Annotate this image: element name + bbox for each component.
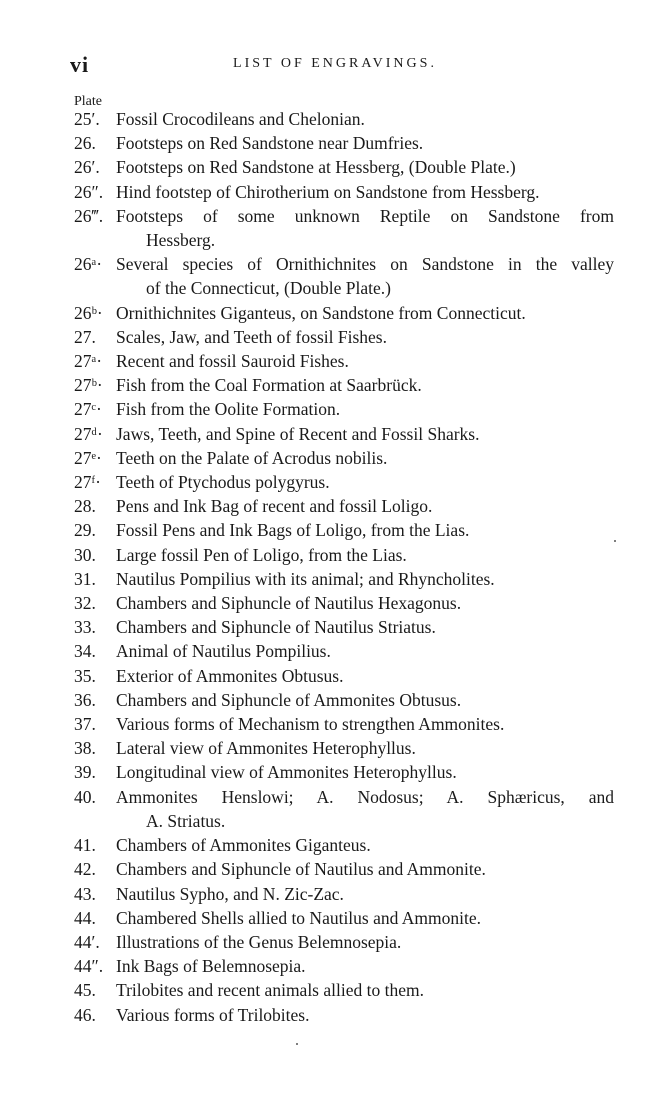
plate-number: 31. [74, 568, 96, 589]
plate-entry [74, 373, 614, 397]
plate-title: Ammonites Henslowi; A. Nodosus; A. Sphæricus, and [116, 786, 614, 807]
plate-entry [74, 131, 614, 155]
plate-entry [74, 978, 614, 1002]
plate-title: Footsteps of some unknown Reptile on Sandstone from [116, 205, 614, 226]
plate-number: 44. [74, 907, 96, 928]
plate-title-continuation: A. Striatus. [146, 810, 226, 831]
running-head: LIST OF ENGRAVINGS. [233, 56, 437, 71]
plate-number: 34. [74, 641, 96, 662]
plate-number: 27. [74, 326, 96, 347]
plate-entry [74, 325, 614, 349]
plate-entry [74, 639, 614, 663]
plate-number: 30. [74, 544, 96, 565]
plate-entry [74, 833, 614, 857]
plate-number: 29. [74, 520, 96, 541]
plate-title-continuation: Hessberg. [146, 230, 216, 251]
plate-entry [74, 107, 614, 131]
plate-number: 40. [74, 786, 96, 807]
plate-number: 35. [74, 665, 96, 686]
plate-title: Illustrations of the Genus Belemnosepia. [116, 931, 402, 952]
plate-title: Footsteps on Red Sandstone near Dumfries. [116, 133, 424, 154]
engravings-list [74, 107, 614, 1027]
plate-entry [74, 349, 614, 373]
plate-number: 44′. [74, 931, 100, 952]
plate-title: Scales, Jaw, and Teeth of fossil Fishes. [116, 326, 387, 347]
plate-title: Several species of Ornithichnites on Sandstone in the valley [116, 254, 614, 275]
plate-title: Teeth on the Palate of Acrodus nobilis. [116, 447, 388, 468]
plate-title: Trilobites and recent animals allied to them. [116, 980, 424, 1001]
plate-entry-continuation [74, 276, 614, 300]
plate-title: Jaws, Teeth, and Spine of Recent and Fossil Sharks. [116, 423, 480, 444]
plate-title: Pens and Ink Bag of recent and fossil Loligo. [116, 496, 433, 517]
plate-title: Exterior of Ammonites Obtusus. [116, 665, 344, 686]
plate-title: Fish from the Coal Formation at Saarbrück. [116, 375, 422, 396]
plate-number: 41. [74, 835, 96, 856]
plate-entry [74, 252, 614, 276]
plate-number: 26′. [74, 157, 100, 178]
plate-entry [74, 688, 614, 712]
plate-number: 27ᵃ· [74, 351, 103, 372]
plate-entry [74, 397, 614, 421]
plate-number: 25′. [74, 109, 100, 129]
plate-entry [74, 301, 614, 325]
plate-title: Chambers of Ammonites Giganteus. [116, 835, 371, 856]
plate-entry [74, 518, 614, 542]
plate-entry [74, 906, 614, 930]
plate-title: Fossil Pens and Ink Bags of Loligo, from the Lias. [116, 520, 470, 541]
plate-title: Recent and fossil Sauroid Fishes. [116, 351, 349, 372]
plate-entry [74, 543, 614, 567]
plate-title: Chambers and Siphuncle of Nautilus Striatus. [116, 617, 436, 638]
plate-title: Chambers and Siphuncle of Nautilus Hexagonus. [116, 593, 462, 614]
plate-entry [74, 954, 614, 978]
plate-title: Ink Bags of Belemnosepia. [116, 956, 306, 977]
plate-title: Lateral view of Ammonites Heterophyllus. [116, 738, 416, 759]
plate-title: Footsteps on Red Sandstone at Hessberg, (Double Plate.) [116, 157, 516, 178]
plate-entry-continuation [74, 228, 614, 252]
plate-entry [74, 760, 614, 784]
plate-entry [74, 155, 614, 179]
plate-number: 27ᵇ· [74, 375, 103, 396]
plate-number: 37. [74, 714, 96, 735]
plate-title: Nautilus Sypho, and N. Zic-Zac. [116, 883, 344, 904]
plate-entry [74, 591, 614, 615]
plate-number: 44″. [74, 956, 104, 977]
plate-number: 39. [74, 762, 96, 783]
plate-title: Chambers and Siphuncle of Nautilus and Ammonite. [116, 859, 486, 880]
plate-number: 27ᶠ· [74, 472, 101, 493]
plate-title: Various forms of Mechanism to strengthen Ammonites. [116, 714, 505, 735]
plate-entry [74, 882, 614, 906]
plate-entry [74, 422, 614, 446]
plate-entry [74, 494, 614, 518]
plate-entry [74, 615, 614, 639]
plate-column-label: Plate [74, 94, 102, 109]
plate-title-continuation: of the Connecticut, (Double Plate.) [146, 278, 391, 299]
plate-title: Chambered Shells allied to Nautilus and Ammonite. [116, 907, 482, 928]
plate-entry [74, 785, 614, 809]
plate-title: Chambers and Siphuncle of Ammonites Obtusus. [116, 689, 462, 710]
plate-number: 26″. [74, 181, 104, 202]
plate-entry [74, 567, 614, 591]
plate-title: Ornithichnites Giganteus, on Sandstone from Connecticut. [116, 302, 526, 323]
plate-number: 26ᵇ· [74, 302, 103, 323]
plate-entry [74, 712, 614, 736]
print-speck [296, 1043, 298, 1045]
plate-entry [74, 664, 614, 688]
plate-entry [74, 1003, 614, 1027]
print-speck [614, 540, 616, 542]
plate-title: Hind footstep of Chirotherium on Sandstone from Hessberg. [116, 181, 540, 202]
plate-number: 26. [74, 133, 96, 154]
plate-entry [74, 180, 614, 204]
plate-number: 26ᵃ· [74, 254, 103, 275]
plate-title: Various forms of Trilobites. [116, 1004, 310, 1025]
plate-number: 45. [74, 980, 96, 1001]
plate-number: 26‴. [74, 205, 104, 226]
plate-number: 27ᵈ· [74, 423, 103, 444]
plate-number: 28. [74, 496, 96, 517]
plate-number: 27ᵉ· [74, 447, 102, 468]
plate-entry [74, 470, 614, 494]
plate-number: 38. [74, 738, 96, 759]
plate-title: Large fossil Pen of Loligo, from the Lias. [116, 544, 407, 565]
plate-title: Longitudinal view of Ammonites Heterophyllus. [116, 762, 457, 783]
plate-number: 43. [74, 883, 96, 904]
plate-entry [74, 736, 614, 760]
plate-entry-continuation [74, 809, 614, 833]
plate-number: 27ᶜ· [74, 399, 102, 420]
plate-title: Teeth of Ptychodus polygyrus. [116, 472, 330, 493]
plate-title: Fossil Crocodileans and Chelonian. [116, 109, 365, 129]
plate-number: 33. [74, 617, 96, 638]
plate-entry [74, 930, 614, 954]
plate-entry [74, 204, 614, 228]
plate-entry [74, 857, 614, 881]
plate-entry [74, 446, 614, 470]
plate-number: 46. [74, 1004, 96, 1025]
plate-title: Nautilus Pompilius with its animal; and Rhyncholites. [116, 568, 495, 589]
plate-title: Animal of Nautilus Pompilius. [116, 641, 331, 662]
plate-number: 36. [74, 689, 96, 710]
plate-title: Fish from the Oolite Formation. [116, 399, 341, 420]
plate-number: 42. [74, 859, 96, 880]
page-number: vi [70, 52, 90, 77]
plate-number: 32. [74, 593, 96, 614]
